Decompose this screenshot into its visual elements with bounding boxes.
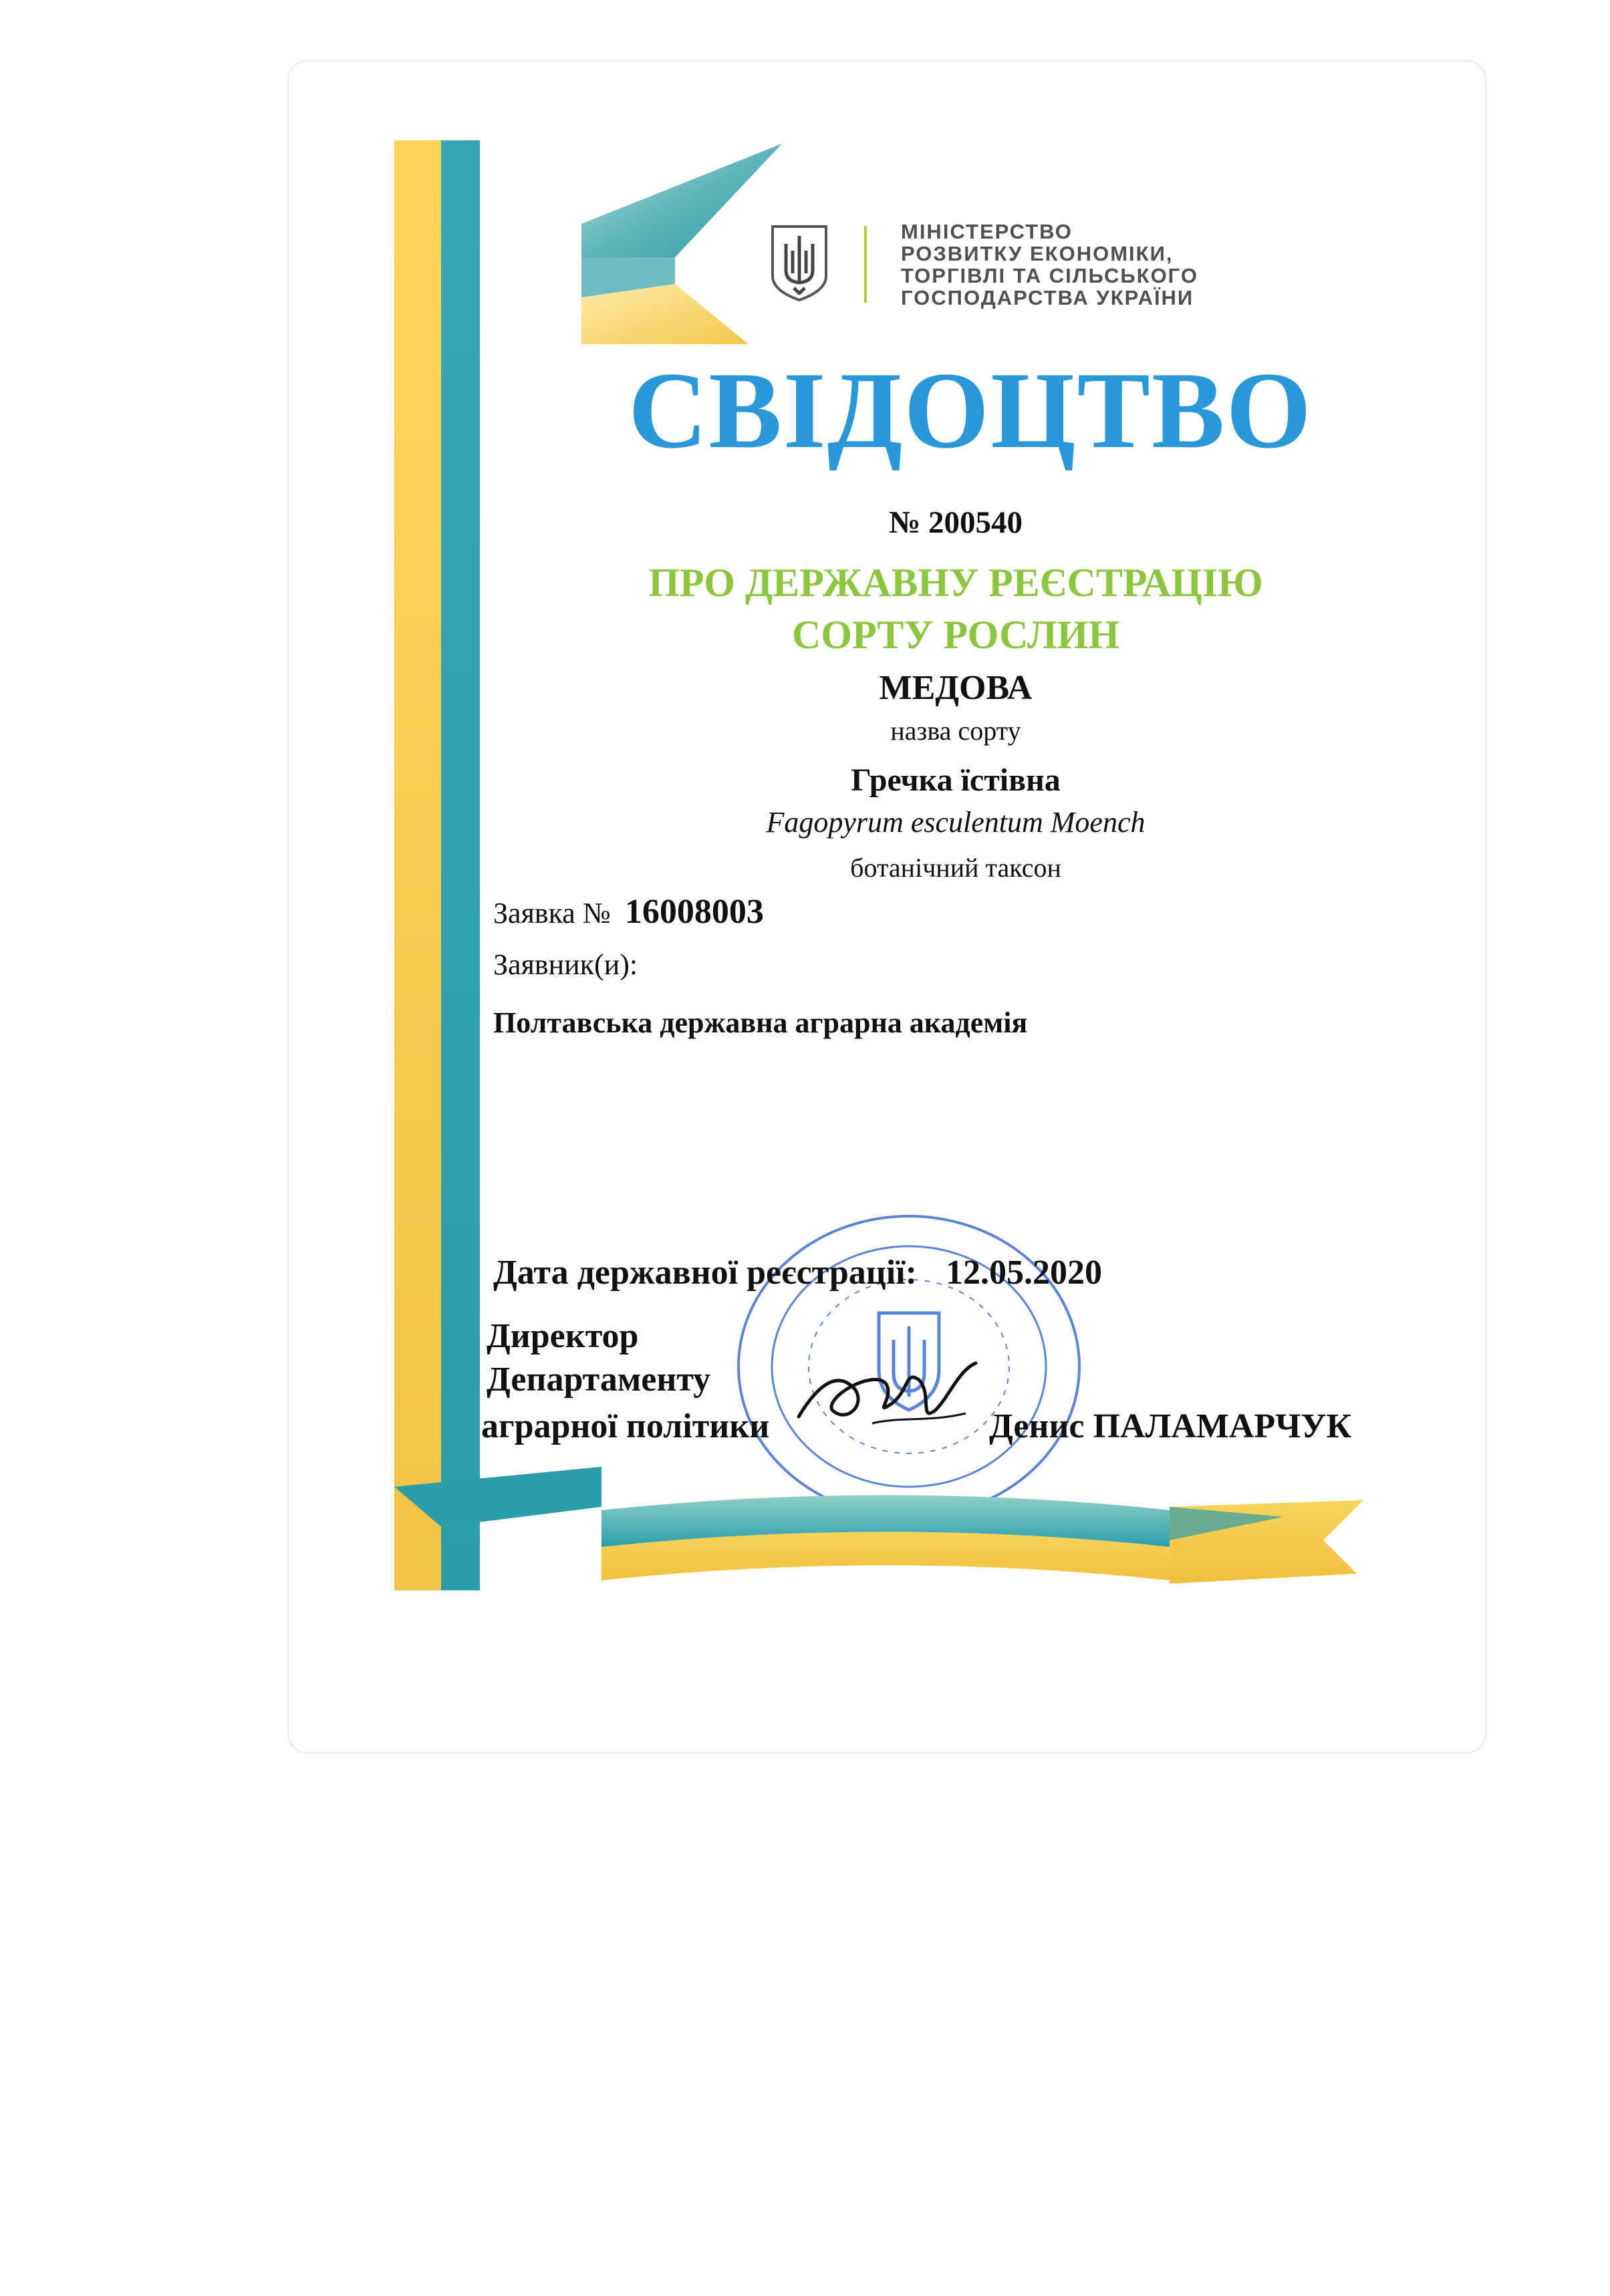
application-number: 16008003: [624, 893, 764, 931]
ministry-line-4: ГОСПОДАРСТВА УКРАЇНИ: [901, 286, 1194, 309]
applicant-label: Заявник(и):: [493, 948, 638, 981]
species-name: Гречка їстівна: [851, 762, 1061, 798]
signatory-title-2: Департаменту: [487, 1360, 711, 1399]
latin-name: Fagopyrum esculentum Moench: [766, 806, 1146, 839]
date-value: 12.05.2020: [945, 1254, 1102, 1292]
ministry-name: [901, 221, 1198, 309]
taxon-caption: ботанічний таксон: [850, 853, 1061, 883]
signature: [792, 1343, 992, 1450]
application-row: [493, 892, 764, 931]
ministry-line-3: ТОРГІВЛІ ТА СІЛЬСЬКОГО: [901, 264, 1198, 287]
subtitle-line-1: ПРО ДЕРЖАВНУ РЕЄСТРАЦІЮ: [648, 561, 1263, 605]
ribbon-banner: [374, 1467, 1377, 1620]
variety-caption: назва сорту: [890, 716, 1021, 746]
chevron-logo-icon: [581, 144, 789, 344]
signatory-title-3: аграрної політики: [481, 1407, 770, 1445]
signatory-title-1: Директор: [487, 1317, 639, 1355]
subtitle-line-2: СОРТУ РОСЛИН: [791, 613, 1120, 657]
ribbon-yellow-stripe: [394, 140, 441, 1590]
logo-divider: [864, 226, 867, 303]
certificate-number: № 200540: [889, 505, 1023, 540]
application-label: Заявка №: [493, 897, 611, 929]
registration-date-row: [493, 1253, 1102, 1292]
signer-name: Денис ПАЛАМАРЧУК: [989, 1407, 1352, 1445]
applicant-name: Полтавська державна аграрна академія: [493, 1006, 1028, 1039]
trident-emblem-icon: [769, 224, 830, 303]
ministry-line-1: МІНІСТЕРСТВО: [901, 220, 1073, 243]
certificate-title: СВІДОЦТВО: [628, 350, 1313, 471]
date-label: Дата державної реєстрації:: [493, 1254, 917, 1292]
ribbon-teal-stripe: [441, 140, 480, 1590]
ministry-line-2: РОЗВИТКУ ЕКОНОМІКИ,: [901, 242, 1174, 265]
variety-name: МЕДОВА: [879, 669, 1033, 707]
